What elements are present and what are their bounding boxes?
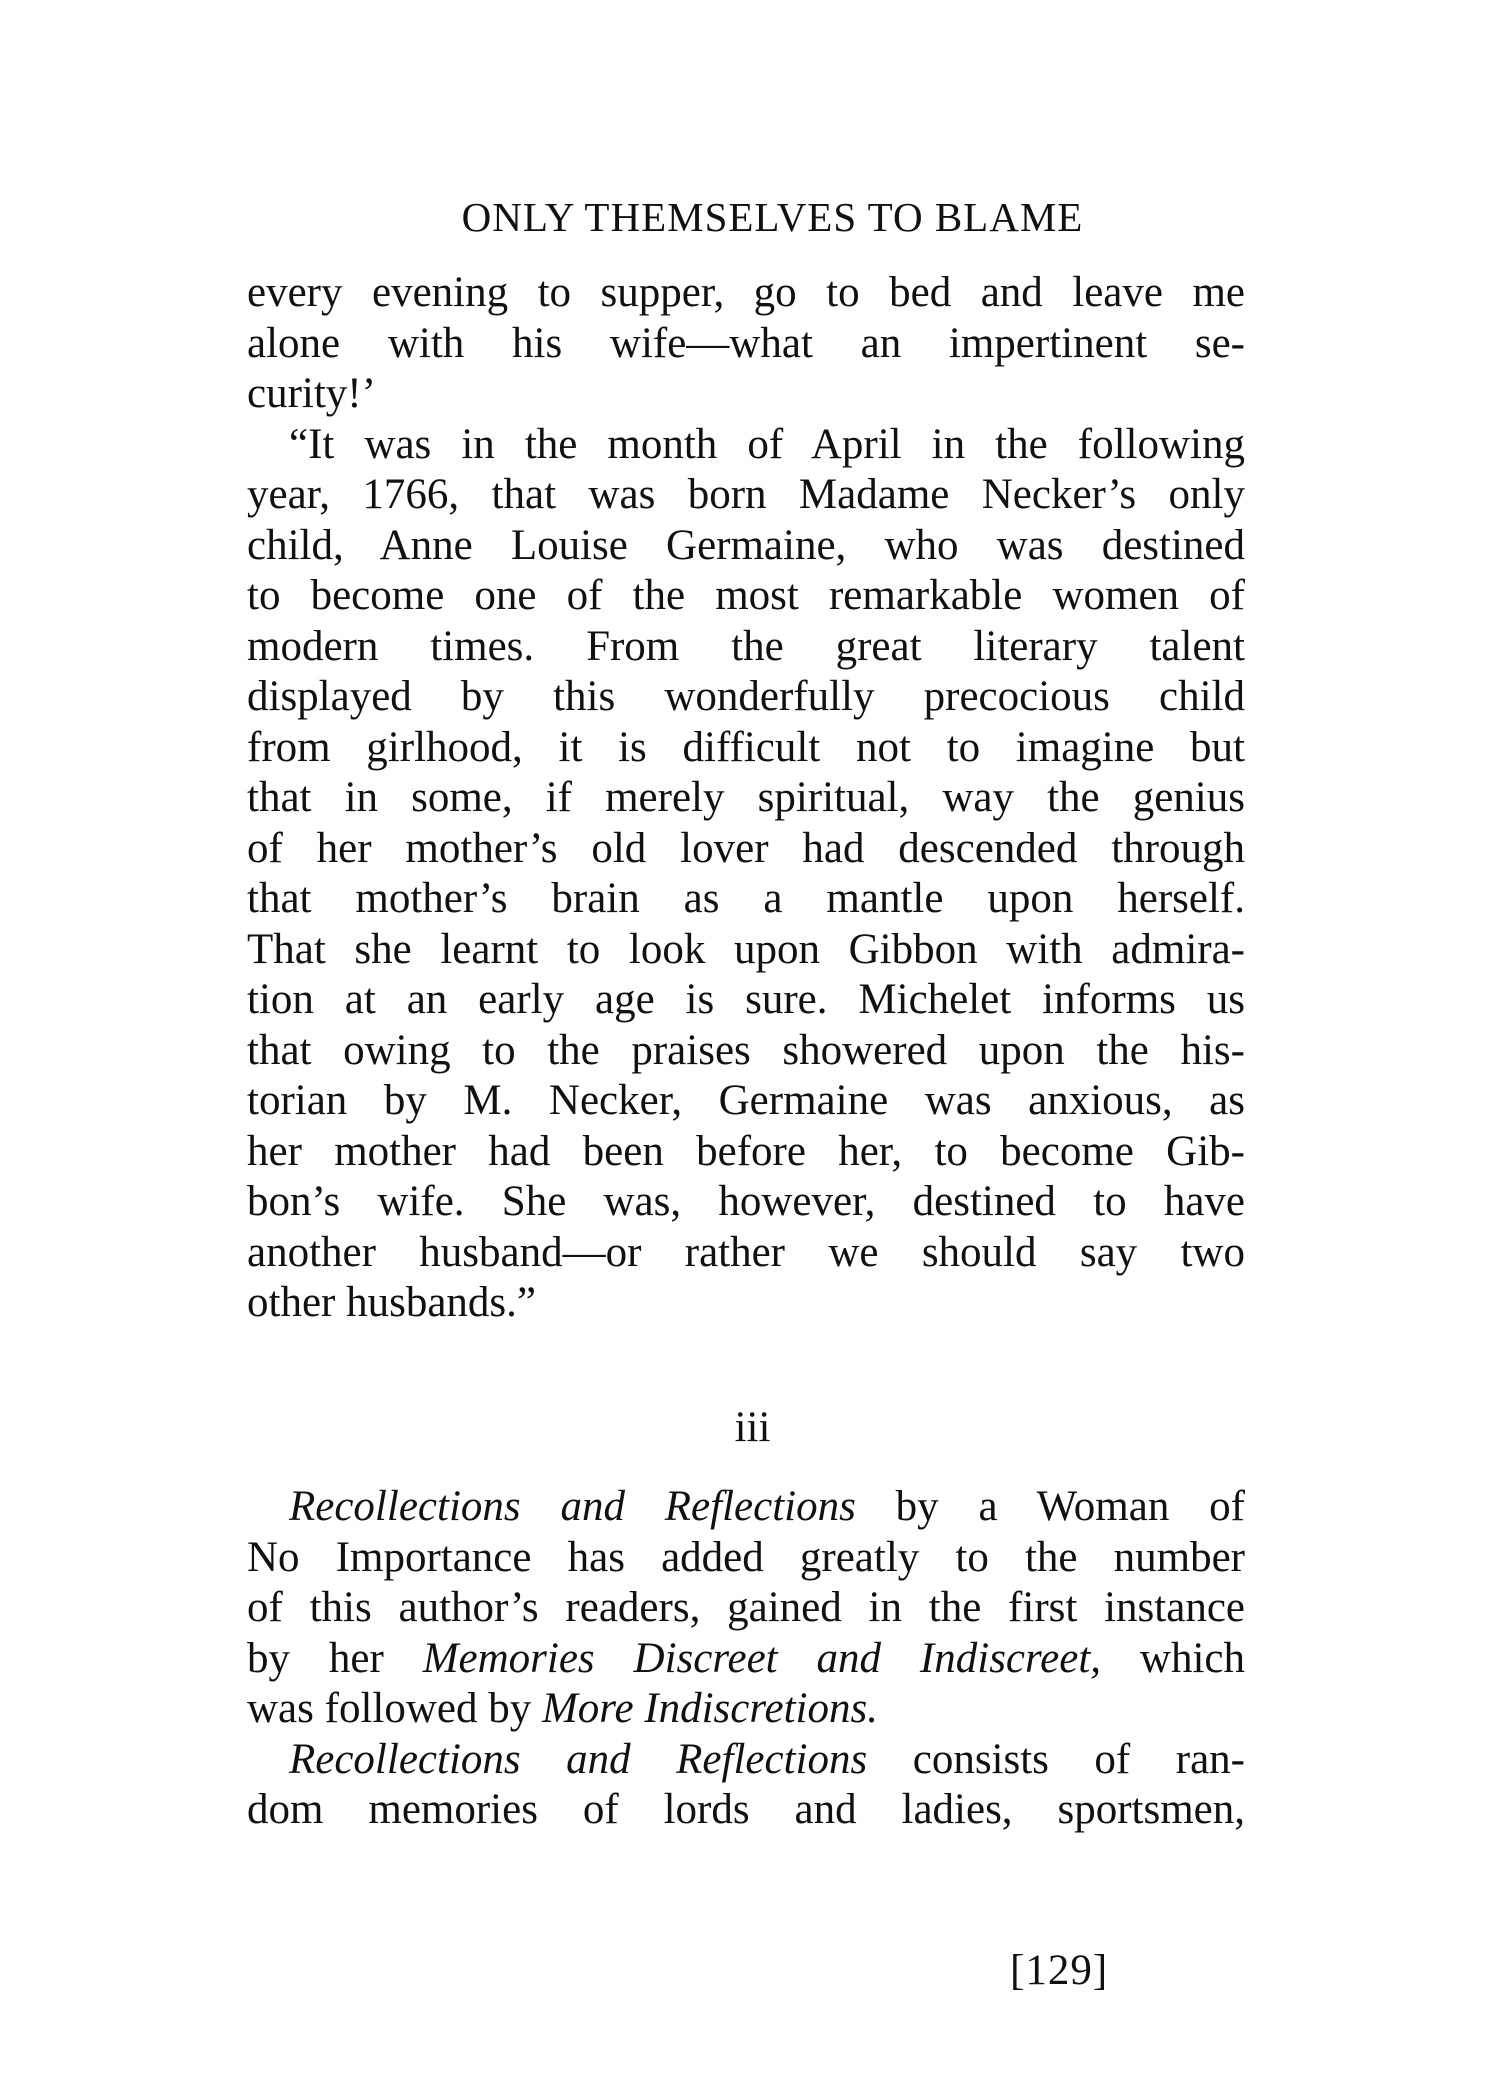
text-line: dom memories of lords and ladies, sportsmen, [247,1786,1245,1833]
text-line: that owing to the praises showered upon the his- [247,1026,1245,1074]
text-line: torian by M. Necker, Germaine was anxious, as [247,1077,1245,1124]
text-line: alone with his wife—what an impertinent se- [247,319,1245,367]
body-text-block-1 [247,268,1245,1329]
book-title-italic: Recollections and Reflections [289,1735,868,1783]
text-line [247,1634,1245,1685]
text-line: every evening to supper, go to bed and leave me [247,269,1245,316]
text-line [247,1482,1245,1533]
text-run: by her [247,1634,423,1682]
text-line: another husband—or rather we should say two [247,1228,1245,1276]
text-run: which [1101,1634,1245,1682]
text-line: of her mother’s old lover had descended through [247,824,1245,872]
page-number: [129] [1010,1947,1109,1994]
text-line: from girlhood, it is difficult not to imagine but [247,723,1245,771]
text-line: displayed by this wonderfully precocious child [247,673,1245,720]
text-line: curity!’ [247,370,376,417]
text-line: of this author’s readers, gained in the first instance [247,1584,1245,1631]
text-line: to become one of the most remarkable women of [247,572,1245,619]
text-line: That she learnt to look upon Gibbon with admira- [247,925,1245,973]
book-title-italic: Recollections and Reflections [289,1483,856,1530]
text-run: consists of ran- [867,1735,1245,1783]
text-run: by a Woman of [855,1483,1245,1530]
book-title-italic: More Indiscretions. [541,1685,878,1732]
text-line: bon’s wife. She was, however, destined to have [247,1178,1245,1225]
text-line: modern times. From the great literary talent [247,622,1245,670]
book-title-italic: Memories Discreet and Indiscreet, [422,1634,1102,1682]
body-text-block-2 [247,1482,1245,1836]
text-line: her mother had been before her, to become Gib- [247,1127,1245,1175]
text-line: “It was in the month of April in the following [289,420,1245,468]
text-line: other husbands.” [247,1279,536,1326]
text-line: child, Anne Louise Germaine, who was destined [247,521,1245,569]
text-line [247,1735,1245,1786]
section-number: iii [734,1404,771,1451]
text-line: that in some, if merely spiritual, way the genius [247,774,1245,821]
running-head: ONLY THEMSELVES TO BLAME [461,194,1084,240]
text-run: was followed by [247,1685,542,1732]
text-line: tion at an early age is sure. Michelet informs us [247,976,1245,1023]
text-line: that mother’s brain as a mantle upon herself. [247,875,1245,922]
text-line: year, 1766, that was born Madame Necker’s only [247,471,1245,518]
text-line [247,1684,1245,1735]
text-line: No Importance has added greatly to the number [247,1533,1245,1581]
